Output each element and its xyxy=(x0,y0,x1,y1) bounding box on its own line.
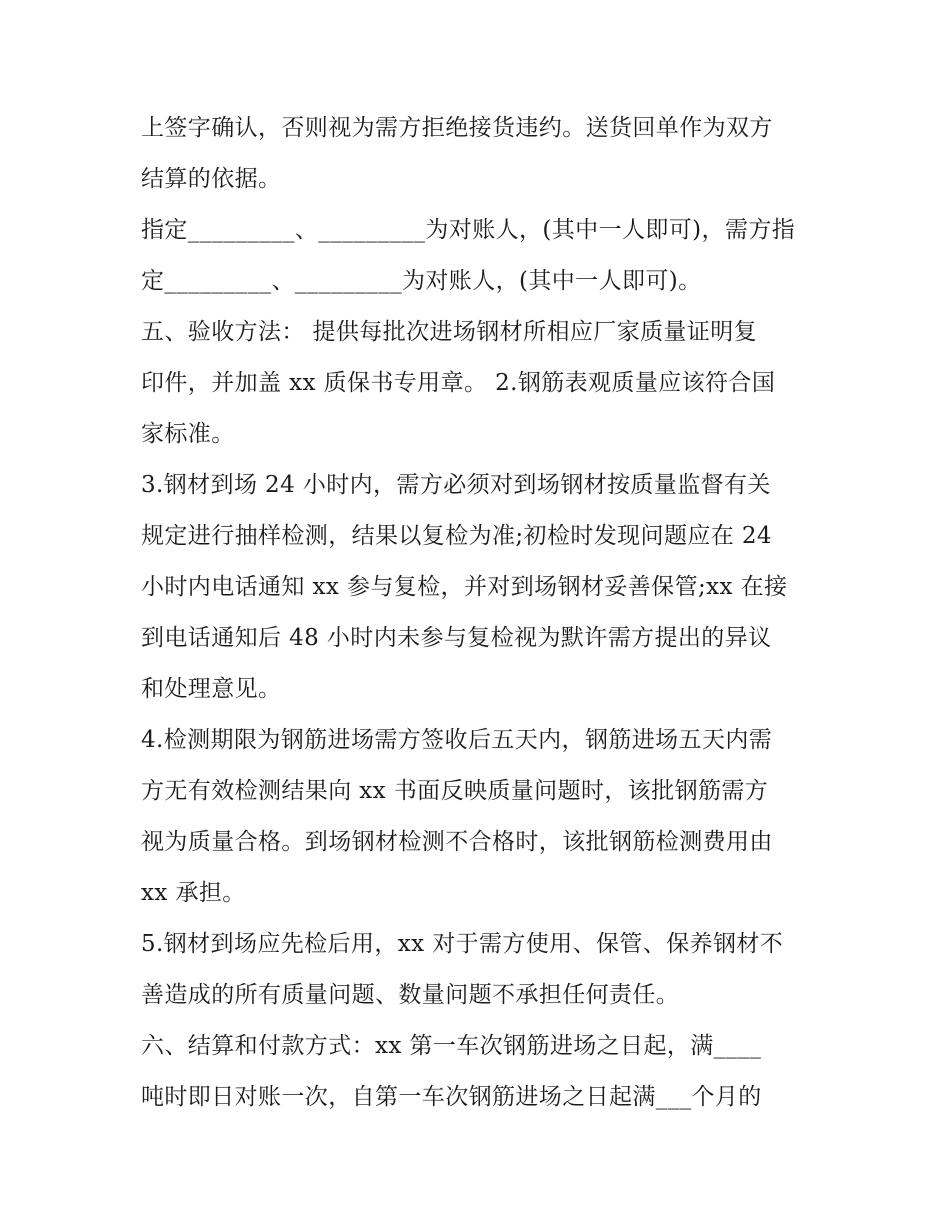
text-line: xx 承担。 xyxy=(141,880,246,906)
text-line: 到电话通知后 48 小时内未参与复检视为默许需方提出的异议 xyxy=(141,625,772,651)
text-line: 结算的依据。 xyxy=(141,166,282,192)
text-line: 5.钢材到场应先检后用，xx 对于需方使用、保管、保养钢材不 xyxy=(141,931,784,957)
text-line: 吨时即日对账一次，自第一车次钢筋进场之日起满___个月的 xyxy=(141,1084,762,1110)
text-line: 五、验收方法： 提供每批次进场钢材所相应厂家质量证明复 xyxy=(141,319,758,345)
text-line: 和处理意见。 xyxy=(141,676,282,702)
text-line: 家标准。 xyxy=(141,421,235,447)
text-line: 印件，并加盖 xx 质保书专用章。 2.钢筋表观质量应该符合国 xyxy=(141,370,776,396)
text-line: 方无有效检测结果向 xx 书面反映质量问题时，该批钢筋需方 xyxy=(141,778,769,804)
text-line: 4.检测期限为钢筋进场需方签收后五天内，钢筋进场五天内需 xyxy=(141,727,773,753)
text-line: 善造成的所有质量问题、数量问题不承担任何责任。 xyxy=(141,982,680,1008)
text-line: 上签字确认，否则视为需方拒绝接货违约。送货回单作为双方 xyxy=(141,115,773,141)
text-line: 六、结算和付款方式：xx 第一车次钢筋进场之日起，满____ xyxy=(141,1033,762,1059)
text-line: 视为质量合格。到场钢材检测不合格时，该批钢筋检测费用由 xyxy=(141,829,773,855)
text-line: 定_________、_________为对账人，(其中一人即可)。 xyxy=(141,268,702,294)
text-line: 小时内电话通知 xx 参与复检，并对到场钢材妥善保管;xx 在接 xyxy=(141,574,788,600)
text-line: 规定进行抽样检测，结果以复检为准;初检时发现问题应在 24 xyxy=(141,523,772,549)
text-line: 指定_________、_________为对账人，(其中一人即可)，需方指 xyxy=(141,217,796,243)
document-page xyxy=(141,103,821,1123)
text-line: 3.钢材到场 24 小时内，需方必须对到场钢材按质量监督有关 xyxy=(141,472,771,498)
